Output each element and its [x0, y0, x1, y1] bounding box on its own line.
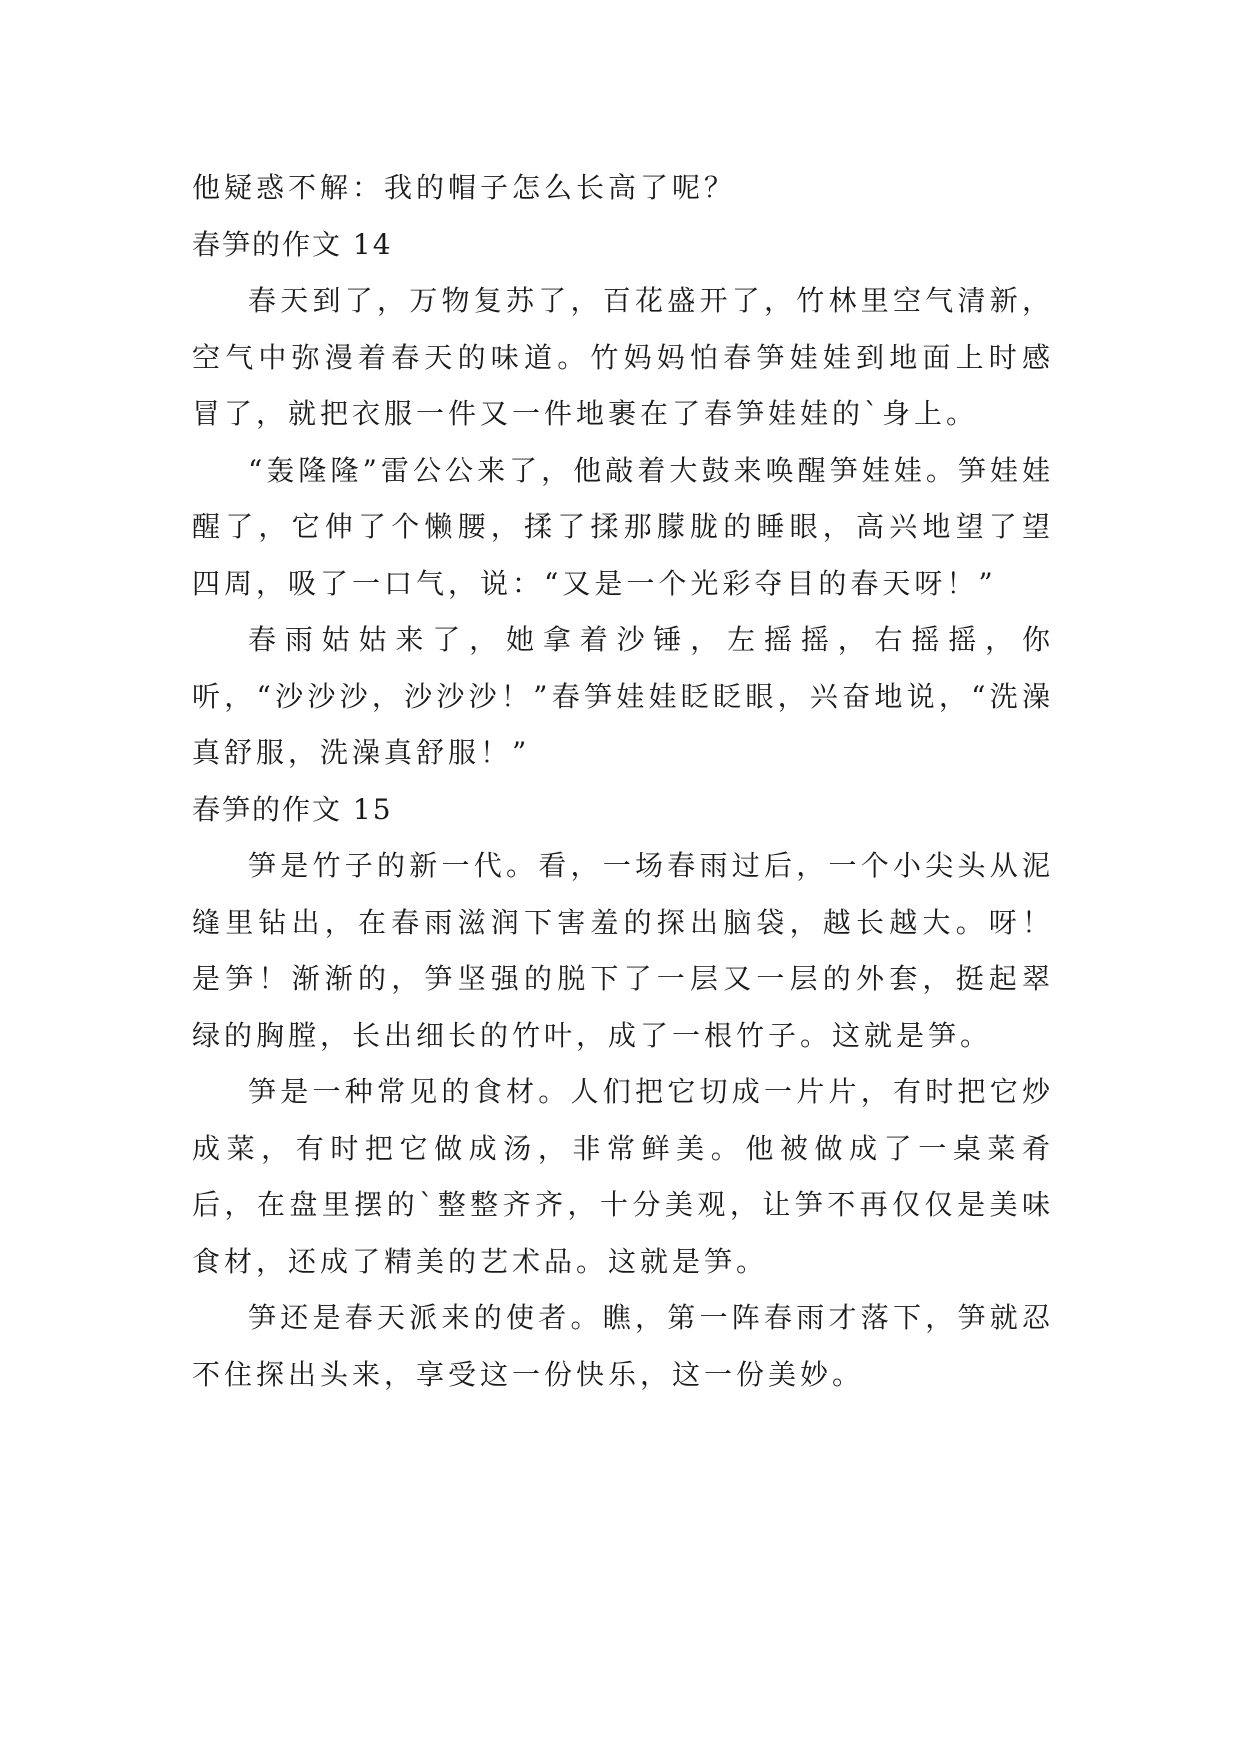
section-15-paragraph-1: 笋是竹子的新一代。看，一场春雨过后，一个小尖头从泥缝里钻出，在春雨滋润下害羞的探出脑袋，越长越大。呀！是笋！渐渐的，笋坚强的脱下了一层又一层的外套，挺起翠绿的胸膛，长出细长的竹叶，成了一根竹子。这就是笋。 [192, 849, 1054, 1052]
section-15-title: 春笋的作文 15 [192, 792, 393, 826]
intro-line: 他疑惑不解：我的帽子怎么长高了呢？ [192, 171, 737, 204]
section-15-paragraph-3: 笋还是春天派来的使者。瞧，第一阵春雨才落下，笋就忍不住探出头来，享受这一份快乐，这一份美妙。 [192, 1301, 1054, 1391]
document-page [192, 160, 1054, 1403]
section-14-paragraph-3: 春雨姑姑来了，她拿着沙锤，左摇摇，右摇摇，你听，“沙沙沙，沙沙沙！”春笋娃娃眨眨眼，兴奋地说，“洗澡真舒服，洗澡真舒服！” [192, 623, 1054, 769]
section-15-paragraph-2: 笋是一种常见的食材。人们把它切成一片片，有时把它炒成菜，有时把它做成汤，非常鲜美。他被做成了一桌菜肴后，在盘里摆的`整整齐齐，十分美观，让笋不再仅仅是美味食材，还成了精美的艺术品。这就是笋。 [192, 1075, 1054, 1278]
section-14-paragraph-1: 春天到了，万物复苏了，百花盛开了，竹林里空气清新，空气中弥漫着春天的味道。竹妈妈怕春笋娃娃到地面上时感冒了，就把衣服一件又一件地裹在了春笋娃娃的`身上。 [192, 284, 1054, 430]
section-14-title: 春笋的作文 14 [192, 227, 393, 261]
section-14-paragraph-2: “轰隆隆”雷公公来了，他敲着大鼓来唤醒笋娃娃。笋娃娃醒了，它伸了个懒腰，揉了揉那朦胧的睡眼，高兴地望了望四周，吸了一口气，说：“又是一个光彩夺目的春天呀！” [192, 453, 1054, 600]
